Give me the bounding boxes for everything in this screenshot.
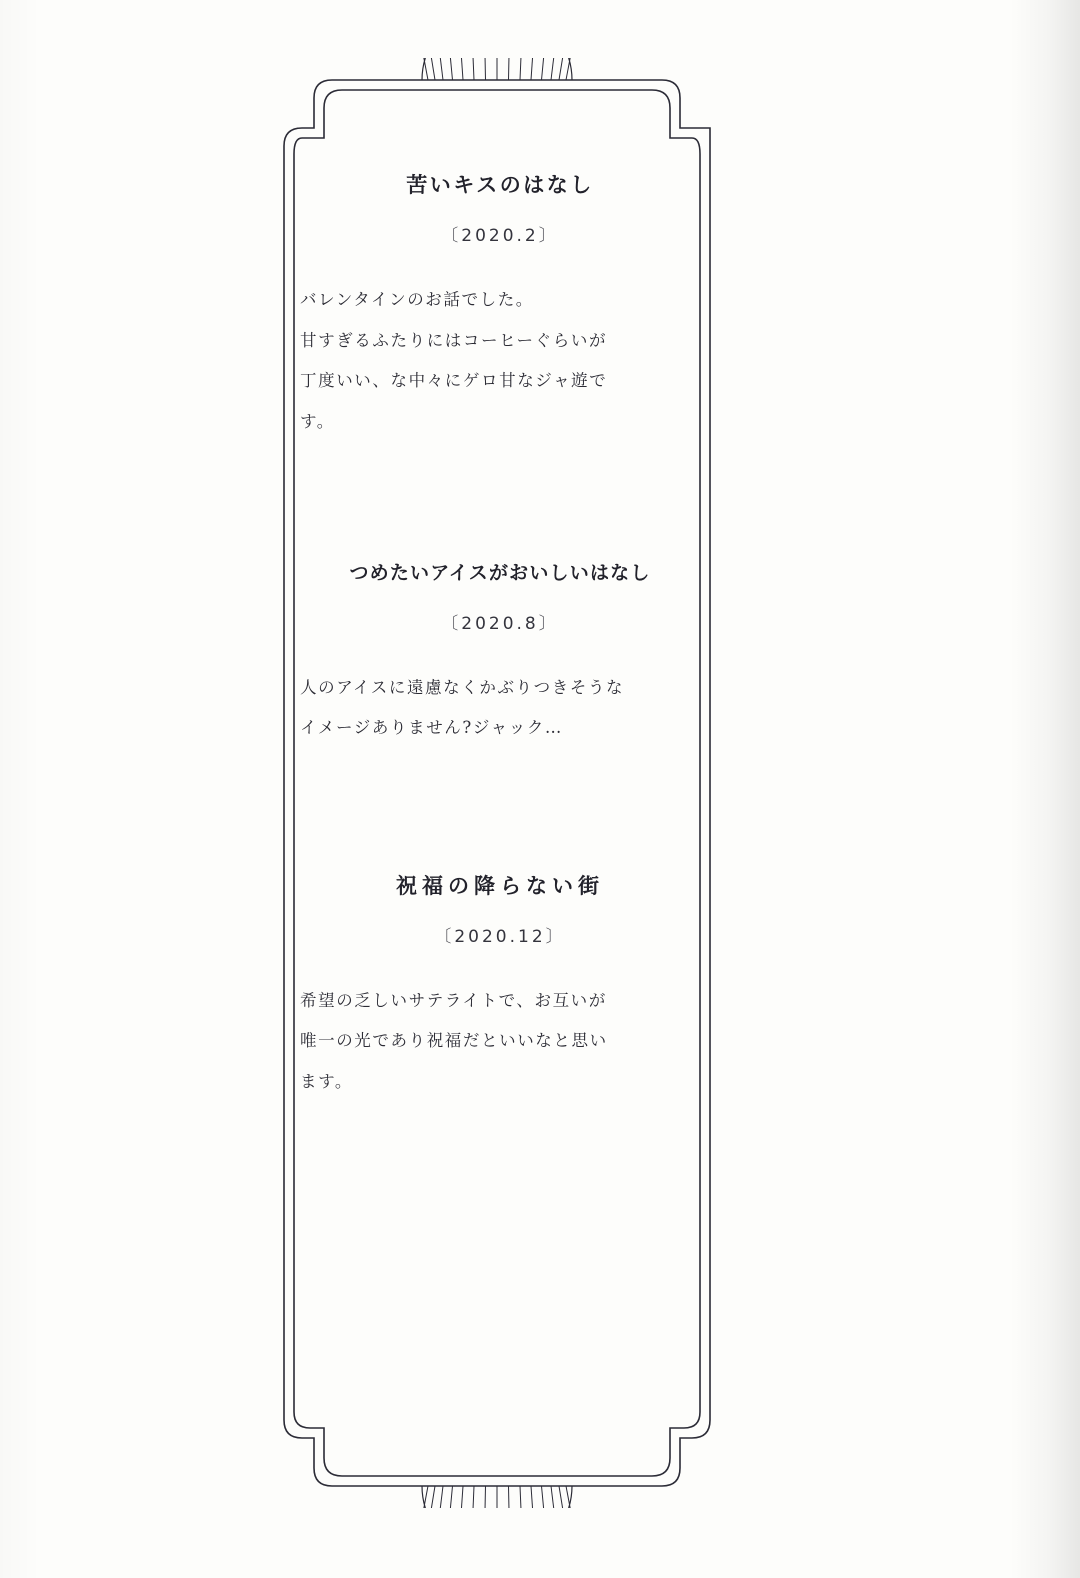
entry-spacer: [300, 502, 700, 560]
body-line: イメージありません?ジャック…: [300, 718, 564, 738]
entry-spacer: [300, 809, 700, 871]
page-edge-shading-left: [0, 0, 40, 1578]
entry-body: [300, 981, 700, 1102]
entry-date: 〔2020.12〕: [434, 926, 566, 947]
body-line: 甘すぎるふたりにはコーヒーぐらいが: [300, 330, 608, 350]
afterword-content: [300, 170, 700, 1420]
entry-title: つめたいアイスがおいしいはなし: [349, 562, 651, 585]
entry-body: [300, 668, 700, 749]
entry-1: [300, 170, 700, 442]
entry-title: 祝福の降らない街: [396, 872, 604, 898]
entry-title: 苦いキスのはなし: [406, 172, 594, 197]
body-line: す。: [300, 411, 335, 431]
page-edge-shading-right: [1010, 0, 1080, 1578]
body-line: 希望の乏しいサテライトで、お互いが: [300, 990, 607, 1010]
body-line: 人のアイスに遠慮なくかぶりつきそうな: [300, 677, 625, 697]
body-line: 唯一の光であり祝福だといいなと思い: [300, 1031, 608, 1051]
entry-date: 〔2020.8〕: [441, 613, 559, 634]
entry-date: 〔2020.2〕: [441, 226, 559, 247]
top-sunburst: [422, 58, 572, 80]
body-line: ます。: [300, 1071, 353, 1091]
entry-2: [300, 560, 700, 748]
body-line: 丁度いい、な中々にゲロ甘なジャ遊で: [300, 371, 608, 391]
entry-3: [300, 871, 700, 1103]
bottom-sunburst: [422, 1486, 572, 1508]
body-line: バレンタインのお話でした。: [300, 290, 534, 310]
entry-body: [300, 280, 700, 442]
